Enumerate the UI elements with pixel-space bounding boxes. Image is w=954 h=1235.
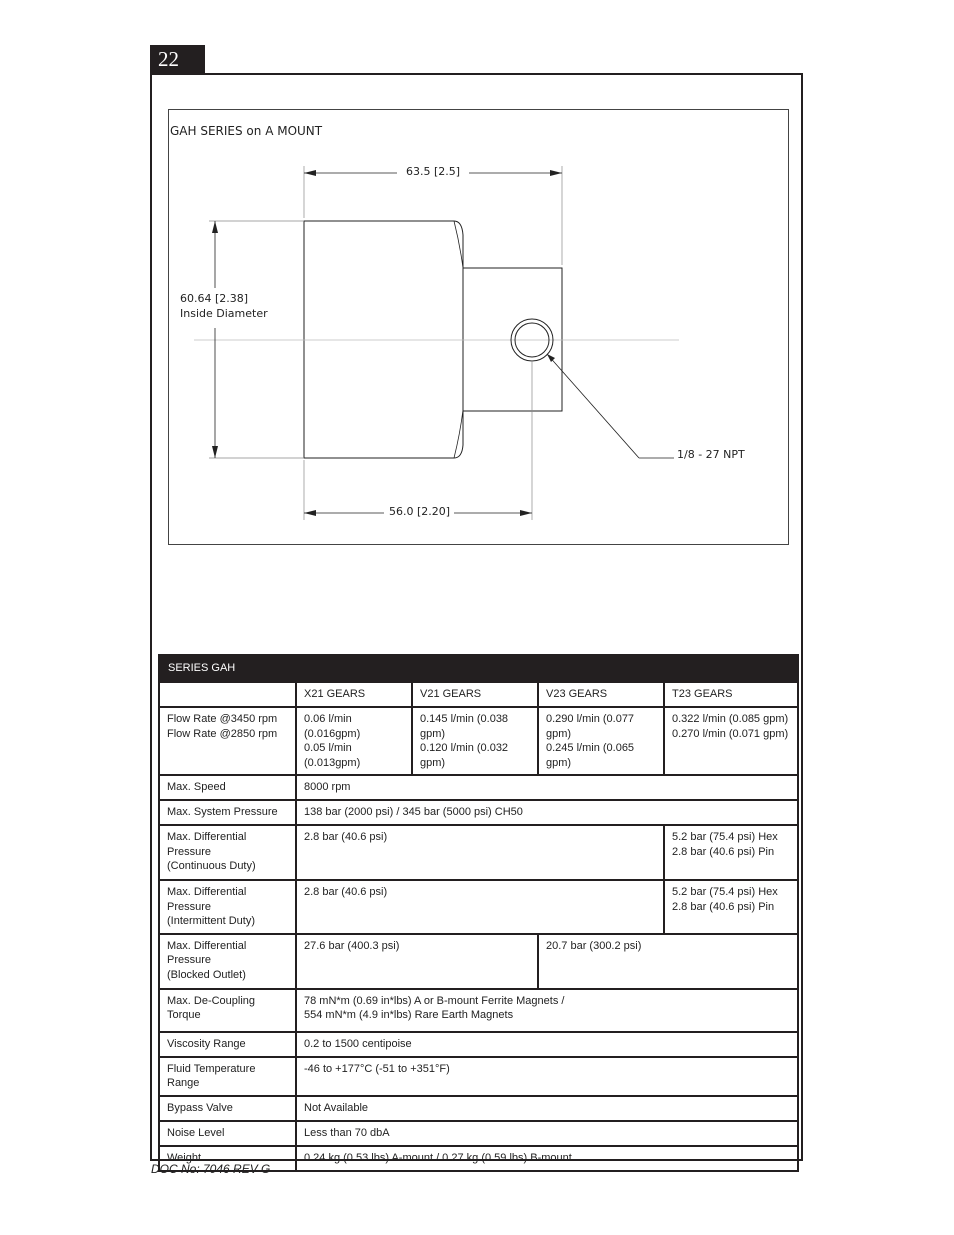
table-cell: 0.322 l/min (0.085 gpm): [672, 713, 789, 725]
column-header: V23 GEARS: [538, 682, 664, 707]
row-label: Max. Differential Pressure: [167, 886, 247, 913]
table-cell: 0.245 l/min (0.065 gpm): [546, 742, 635, 769]
row-label: (Blocked Outlet): [167, 968, 246, 981]
table-cell: 27.6 bar (400.3 psi): [296, 934, 538, 989]
dimension-left: 60.64 [2.38]: [180, 292, 249, 305]
dimension-drawing: [168, 109, 789, 545]
row-label: (Intermittent Duty): [167, 915, 256, 927]
table-cell: 554 mN*m (4.9 in*lbs) Rare Earth Magnets: [304, 1009, 514, 1021]
row-label: (Continuous Duty): [167, 860, 256, 872]
doc-number: DOC No: 7046 REV G: [151, 1162, 271, 1176]
drawing-title: GAH SERIES on A MOUNT: [170, 124, 323, 138]
table-cell: 0.2 to 1500 centipoise: [296, 1032, 798, 1057]
table-cell: 0.05 l/min (0.013gpm): [304, 742, 361, 769]
table-cell: 0.24 kg (0.53 lbs) A-mount / 0.27 kg (0.59 lbs) B-mount: [296, 1146, 798, 1171]
table-cell: 8000 rpm: [296, 775, 798, 800]
table-cell: 2.8 bar (40.6 psi) Pin: [672, 845, 775, 858]
port-callout: 1/8 - 27 NPT: [677, 448, 745, 461]
table-row: [159, 775, 798, 800]
page-number: 22: [150, 45, 205, 73]
table-cell: 0.120 l/min (0.032 gpm): [420, 742, 509, 769]
table-cell: 2.8 bar (40.6 psi) Pin: [672, 900, 775, 913]
table-row: [159, 989, 798, 1032]
table-row: [159, 1096, 798, 1121]
table-row: [159, 707, 798, 775]
spec-table: [158, 654, 799, 1172]
row-label: Weight: [159, 1146, 296, 1171]
table-corner-cell: [159, 682, 296, 707]
pump-outline-drawing: [169, 110, 790, 546]
dimension-top: 63.5 [2.5]: [406, 165, 461, 178]
table-cell: Less than 70 dbA: [296, 1121, 798, 1146]
row-label: Fluid Temperature Range: [159, 1057, 296, 1096]
dimension-bottom: 56.0 [2.20]: [389, 505, 451, 518]
row-label: Max. De-Coupling Torque: [159, 989, 296, 1032]
pump-body-outline: [304, 221, 463, 458]
table-cell: 5.2 bar (75.4 psi) Hex: [672, 886, 778, 898]
table-row: [159, 880, 798, 934]
row-label: Max. Differential Pressure: [167, 939, 247, 966]
column-header: V21 GEARS: [412, 682, 538, 707]
table-title: SERIES GAH: [159, 655, 798, 682]
table-row: [159, 1121, 798, 1146]
row-label: Noise Level: [159, 1121, 296, 1146]
table-cell: 2.8 bar (40.6 psi): [296, 880, 664, 934]
dimension-left-caption: Inside Diameter: [180, 307, 268, 320]
table-cell: 0.270 l/min (0.071 gpm): [672, 727, 789, 740]
table-row: [159, 1032, 798, 1057]
table-cell: 78 mN*m (0.69 in*lbs) A or B-mount Ferrite Magnets /: [304, 994, 565, 1007]
table-cell: Not Available: [296, 1096, 798, 1121]
table-cell: 0.145 l/min (0.038 gpm): [420, 713, 509, 740]
table-row: [159, 1057, 798, 1096]
table-cell: 0.290 l/min (0.077 gpm): [546, 713, 635, 740]
table-row: [159, 825, 798, 880]
mount-block-outline: [463, 268, 562, 411]
row-label: Viscosity Range: [159, 1032, 296, 1057]
table-row: [159, 800, 798, 825]
table-cell: 2.8 bar (40.6 psi): [296, 825, 664, 880]
row-label: Flow Rate @2850 rpm: [167, 727, 278, 740]
table-cell: -46 to +177°C (-51 to +351°F): [296, 1057, 798, 1096]
row-label: Max. System Pressure: [159, 800, 296, 825]
table-row: [159, 934, 798, 989]
row-label: Max. Differential Pressure: [167, 831, 247, 858]
table-cell: 5.2 bar (75.4 psi) Hex: [672, 831, 778, 843]
row-label: Max. Speed: [159, 775, 296, 800]
table-cell: 138 bar (2000 psi) / 345 bar (5000 psi) CH50: [296, 800, 798, 825]
column-header: T23 GEARS: [664, 682, 798, 707]
table-cell: 0.06 l/min (0.016gpm): [304, 713, 361, 740]
column-header: X21 GEARS: [296, 682, 412, 707]
row-label: Bypass Valve: [159, 1096, 296, 1121]
row-label: Flow Rate @3450 rpm: [167, 713, 278, 725]
table-cell: 20.7 bar (300.2 psi): [538, 934, 798, 989]
